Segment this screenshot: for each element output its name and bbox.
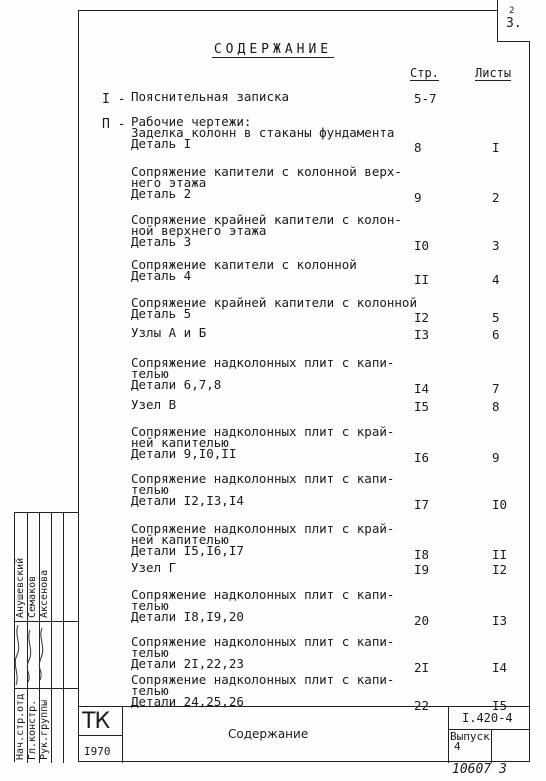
- entry-sheet: 2: [492, 190, 500, 205]
- entry-line: Детали I2,I3,I4: [131, 493, 244, 508]
- entry-sheet: I: [492, 140, 500, 155]
- entry-line: Сопряжение капители с колонной верх-: [131, 164, 402, 179]
- issue-label: Выпуск: [450, 730, 490, 743]
- corner-sheet-mark: 3.: [506, 16, 522, 31]
- entry-title: [131, 116, 394, 149]
- signer-name-1: Анушевский: [15, 557, 26, 618]
- entry-title: [131, 166, 402, 199]
- entry-line: Сопряжение капители с колонной: [131, 257, 357, 272]
- entry-title: [131, 259, 357, 281]
- entry-title: [131, 426, 394, 459]
- column-header-page: Стр.: [410, 66, 439, 80]
- series-code: I.420-4: [462, 711, 513, 725]
- entry-line: Сопряжение крайней капители с колонной: [131, 295, 417, 310]
- org-code: ТК: [82, 709, 110, 734]
- entry-line: Детали 2I,22,23: [131, 656, 244, 671]
- entry-title: [131, 589, 394, 622]
- entry-line: Деталь 4: [131, 268, 192, 283]
- entry-title: [131, 636, 394, 669]
- entry-page: I8: [414, 547, 430, 562]
- entry-number: П -: [102, 117, 126, 132]
- page-title: СОДЕРЖАНИЕ: [213, 42, 333, 57]
- signature-block: [0, 500, 78, 762]
- entry-line: Сопряжение крайней капители с колон-: [131, 212, 402, 227]
- entry-sheet: I5: [492, 698, 508, 713]
- entry-title: [131, 297, 417, 319]
- signer-name-3: Аксенова: [39, 569, 50, 618]
- entry-sheet: 4: [492, 272, 500, 287]
- entry-page: I0: [414, 238, 430, 253]
- handwritten-signatures: [12, 620, 52, 690]
- entry-line: ней капителью: [131, 532, 229, 547]
- signer-name-2: Семаков: [27, 575, 38, 618]
- entry-line: Узлы А и Б: [131, 325, 207, 340]
- entry-page: 5-7: [414, 91, 437, 106]
- title-block: [78, 706, 530, 763]
- entry-title: [131, 327, 206, 338]
- entry-sheet: I0: [492, 497, 508, 512]
- entry-page: II: [414, 272, 430, 287]
- entry-line: Детали 24,25,26: [131, 694, 244, 709]
- entry-page: I7: [414, 497, 430, 512]
- entry-line: Детали 6,7,8: [131, 377, 222, 392]
- entry-title: [131, 674, 394, 707]
- entry-sheet: 8: [492, 399, 500, 414]
- entry-line: Детали 9,I0,II: [131, 446, 237, 461]
- entry-line: телью: [131, 482, 169, 497]
- entry-page: 2I: [414, 660, 430, 675]
- corner-sheet-box: [497, 0, 530, 42]
- column-header-sheets: Листы: [475, 66, 512, 80]
- sheet-number: 10607 3: [452, 762, 507, 777]
- entry-page: I6: [414, 450, 430, 465]
- entry-line: Деталь 2: [131, 186, 192, 201]
- entry-sheet: 6: [492, 327, 500, 342]
- entry-page: I5: [414, 399, 430, 414]
- entry-line: телью: [131, 366, 169, 381]
- entry-sheet: I3: [492, 613, 508, 628]
- entry-page: 20: [414, 613, 430, 628]
- entry-line: Сопряжение надколонных плит с капи-: [131, 672, 395, 687]
- entry-line: Узел Г: [131, 560, 177, 575]
- year: I970: [84, 745, 111, 758]
- issue: [450, 732, 490, 752]
- entry-line: него этажа: [131, 175, 207, 190]
- entry-line: Сопряжение надколонных плит с капи-: [131, 355, 395, 370]
- entry-title: [131, 399, 176, 410]
- corner-small-mark: 2: [509, 6, 515, 16]
- entry-line: Сопряжение надколонных плит с капи-: [131, 587, 395, 602]
- entry-sheet: 7: [492, 381, 500, 396]
- entry-sheet: 9: [492, 450, 500, 465]
- entry-line: ней капителью: [131, 435, 229, 450]
- entry-line: Детали I8,I9,20: [131, 609, 244, 624]
- entry-line: Сопряжение надколонных плит с капи-: [131, 471, 395, 486]
- entry-page: I4: [414, 381, 430, 396]
- entry-page: 8: [414, 140, 422, 155]
- block-title: Содержание: [228, 727, 309, 741]
- entry-number: I -: [102, 92, 126, 107]
- entry-title: [131, 562, 176, 573]
- entry-sheet: I4: [492, 660, 508, 675]
- entry-page: I2: [414, 310, 430, 325]
- entry-line: Детали I5,I6,I7: [131, 543, 244, 558]
- entry-line: телью: [131, 645, 169, 660]
- entry-sheet: I2: [492, 562, 508, 577]
- entry-page: 9: [414, 190, 422, 205]
- entry-line: Узел В: [131, 397, 177, 412]
- signer-role-3: Рук.группы: [39, 699, 50, 760]
- entry-line: Сопряжение надколонных плит с капи-: [131, 634, 395, 649]
- entry-title: [131, 214, 402, 247]
- entry-page: I9: [414, 562, 430, 577]
- entry-sheet: 3: [492, 238, 500, 253]
- entry-line: ной верхнего этажа: [131, 223, 267, 238]
- entry-line: Сопряжение надколонных плит с край-: [131, 521, 395, 536]
- entry-line: Рабочие чертежи:: [131, 114, 252, 129]
- entry-line: Деталь I: [131, 136, 192, 151]
- entry-sheet: II: [492, 547, 508, 562]
- entry-line: Заделка колонн в стаканы фундамента: [131, 125, 395, 140]
- entry-title: [131, 91, 289, 102]
- entry-line: Пояснительная записка: [131, 89, 290, 104]
- entry-line: Деталь 3: [131, 234, 192, 249]
- entry-line: телью: [131, 598, 169, 613]
- entry-title: [131, 523, 394, 556]
- entry-line: телью: [131, 683, 169, 698]
- entry-page: 22: [414, 698, 430, 713]
- entry-page: I3: [414, 327, 430, 342]
- entry-title: [131, 473, 394, 506]
- signer-role-2: Гл.констр.: [27, 699, 38, 760]
- entry-line: Сопряжение надколонных плит с край-: [131, 424, 395, 439]
- issue-number: 4: [454, 740, 461, 753]
- entry-sheet: 5: [492, 310, 500, 325]
- entry-title: [131, 357, 394, 390]
- signer-role-1: Нач.стр.отд: [15, 693, 26, 760]
- entry-line: Деталь 5: [131, 306, 192, 321]
